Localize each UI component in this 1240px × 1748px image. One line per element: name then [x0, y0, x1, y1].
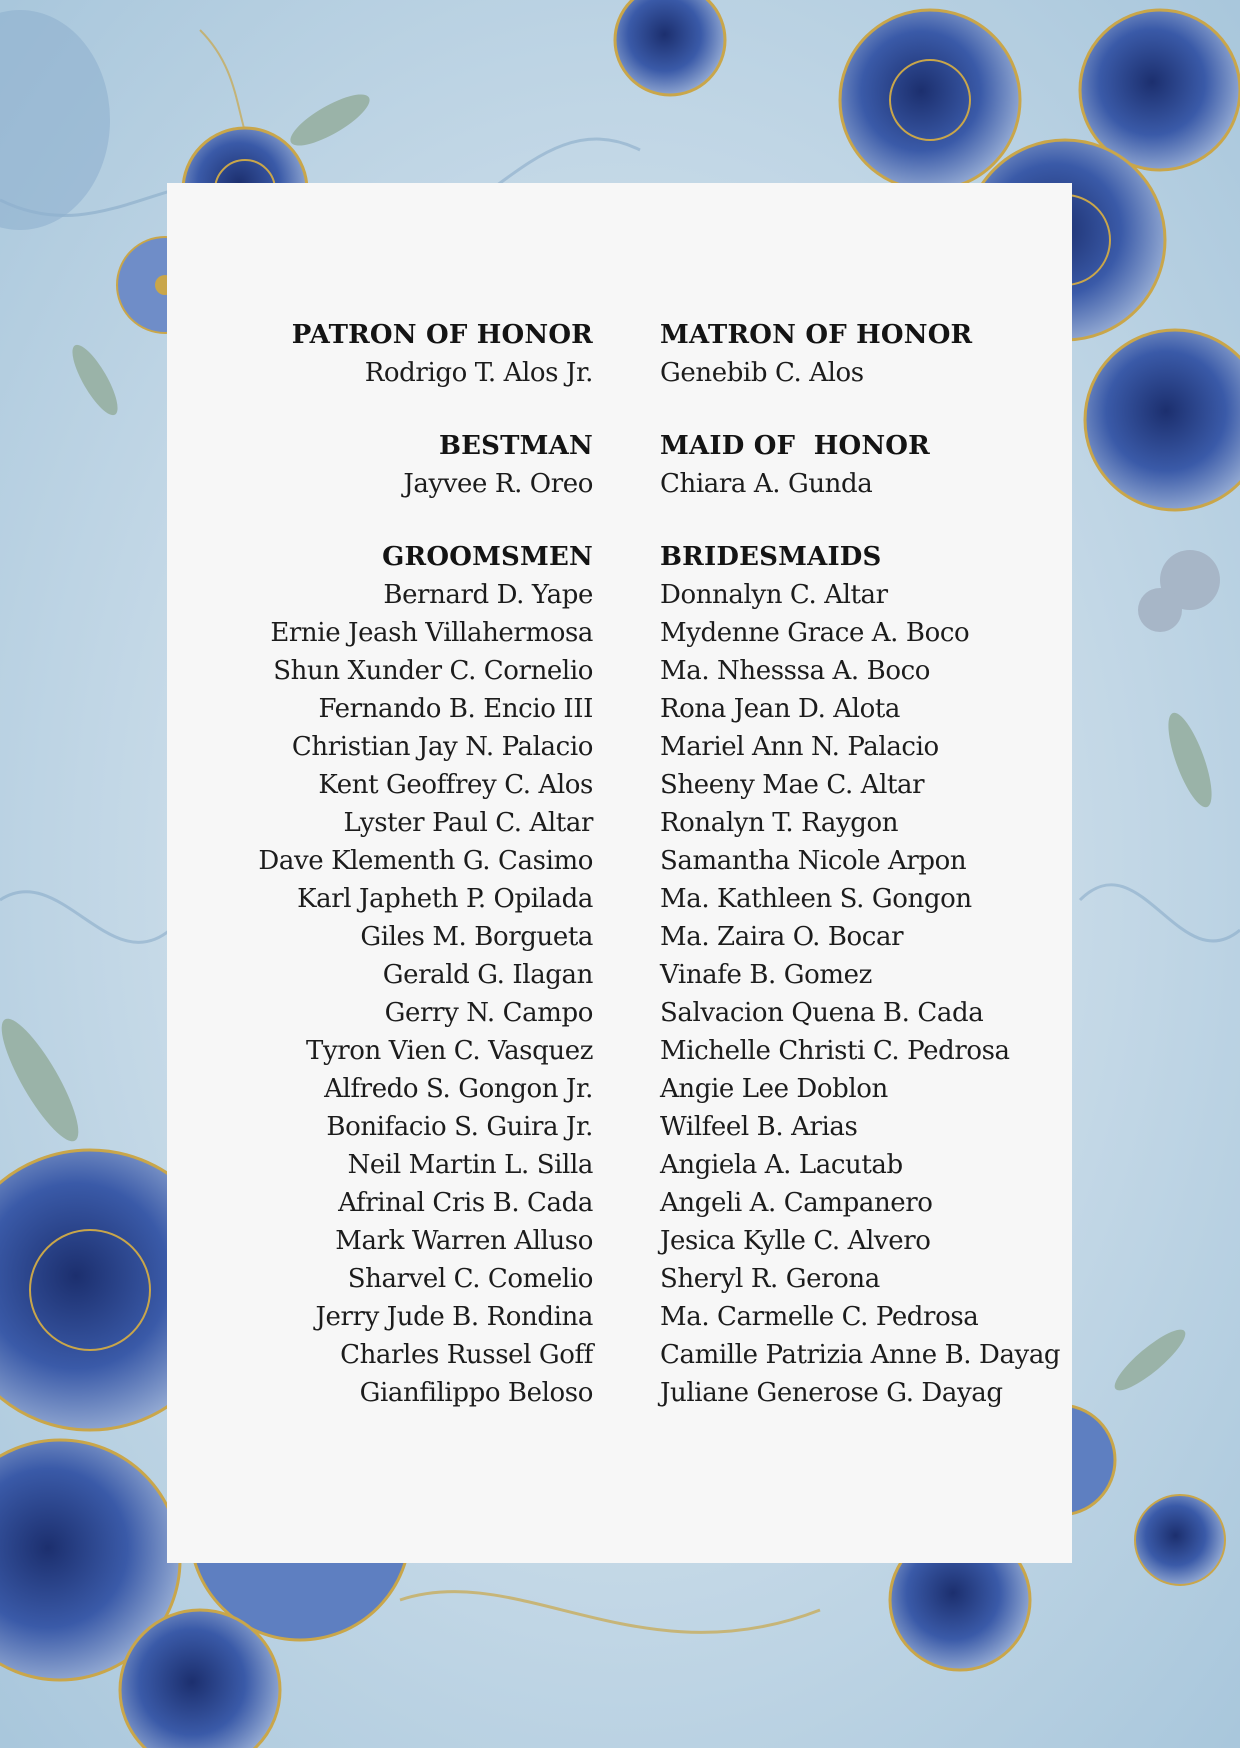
bestman-name: Jayvee R. Oreo [403, 469, 593, 499]
name-item: Angiela A. Lacutab [660, 1150, 903, 1180]
maid-section [660, 427, 1080, 503]
name-item: Neil Martin L. Silla [347, 1150, 593, 1180]
name-item: Karl Japheth P. Opilada [297, 884, 593, 914]
patron-heading: PATRON OF HONOR [291, 320, 593, 350]
name-item: Bonifacio S. Guira Jr. [326, 1112, 593, 1142]
name-item: Gianfilippo Beloso [359, 1378, 593, 1408]
name-item: Dave Klementh G. Casimo [258, 846, 593, 876]
name-item: Ma. Kathleen S. Gongon [660, 884, 972, 914]
name-item: Fernando B. Encio III [318, 694, 593, 724]
name-item: Gerry N. Campo [384, 998, 593, 1028]
matron-heading: MATRON OF HONOR [660, 320, 973, 350]
name-item: Afrinal Cris B. Cada [338, 1188, 593, 1218]
name-item: Wilfeel B. Arias [660, 1112, 858, 1142]
maid-heading: MAID OF HONOR [660, 431, 930, 461]
name-item: Donnalyn C. Altar [660, 580, 888, 610]
name-item: Ernie Jeash Villahermosa [270, 618, 593, 648]
name-item: Vinafe B. Gomez [660, 960, 872, 990]
name-item: Charles Russel Goff [340, 1340, 593, 1370]
maid-name: Chiara A. Gunda [660, 469, 873, 499]
name-item: Ma. Nhesssa A. Boco [660, 656, 931, 686]
matron-name: Genebib C. Alos [660, 358, 864, 388]
groom-side-column [173, 316, 593, 1412]
bestman-heading: BESTMAN [438, 431, 593, 461]
groomsmen-list [173, 576, 593, 1412]
patron-name: Rodrigo T. Alos Jr. [364, 358, 593, 388]
name-item: Jesica Kylle C. Alvero [660, 1226, 931, 1256]
name-item: Angie Lee Doblon [660, 1074, 888, 1104]
patron-section [173, 316, 593, 392]
bridesmaids-list [660, 576, 1080, 1412]
name-item: Lyster Paul C. Altar [343, 808, 593, 838]
name-item: Juliane Generose G. Dayag [660, 1378, 1003, 1408]
name-item: Alfredo S. Gongon Jr. [324, 1074, 593, 1104]
name-item: Bernard D. Yape [383, 580, 593, 610]
name-item: Salvacion Quena B. Cada [660, 998, 984, 1028]
name-item: Sheeny Mae C. Altar [660, 770, 925, 800]
name-item: Sheryl R. Gerona [660, 1264, 880, 1294]
groomsmen-section [173, 538, 593, 1412]
name-item: Michelle Christi C. Pedrosa [660, 1036, 1010, 1066]
name-item: Mark Warren Alluso [335, 1226, 593, 1256]
name-item: Ma. Carmelle C. Pedrosa [660, 1302, 979, 1332]
name-item: Jerry Jude B. Rondina [315, 1302, 593, 1332]
name-item: Tyron Vien C. Vasquez [306, 1036, 593, 1066]
name-item: Angeli A. Campanero [660, 1188, 933, 1218]
name-item: Gerald G. Ilagan [382, 960, 593, 990]
name-item: Giles M. Borgueta [360, 922, 593, 952]
bridesmaids-heading: BRIDESMAIDS [660, 542, 882, 572]
bestman-section [173, 427, 593, 503]
matron-section [660, 316, 1080, 392]
name-item: Rona Jean D. Alota [660, 694, 901, 724]
name-item: Mydenne Grace A. Boco [660, 618, 970, 648]
name-item: Christian Jay N. Palacio [291, 732, 593, 762]
bridesmaids-section [660, 538, 1080, 1412]
name-item: Ronalyn T. Raygon [660, 808, 899, 838]
name-item: Ma. Zaira O. Bocar [660, 922, 904, 952]
name-item: Shun Xunder C. Cornelio [273, 656, 593, 686]
groomsmen-heading: GROOMSMEN [382, 542, 593, 572]
name-item: Sharvel C. Comelio [347, 1264, 593, 1294]
name-item: Samantha Nicole Arpon [660, 846, 967, 876]
name-item: Mariel Ann N. Palacio [660, 732, 939, 762]
name-item: Kent Geoffrey C. Alos [318, 770, 593, 800]
bride-side-column [660, 316, 1080, 1412]
name-item: Camille Patrizia Anne B. Dayag [660, 1340, 1061, 1370]
